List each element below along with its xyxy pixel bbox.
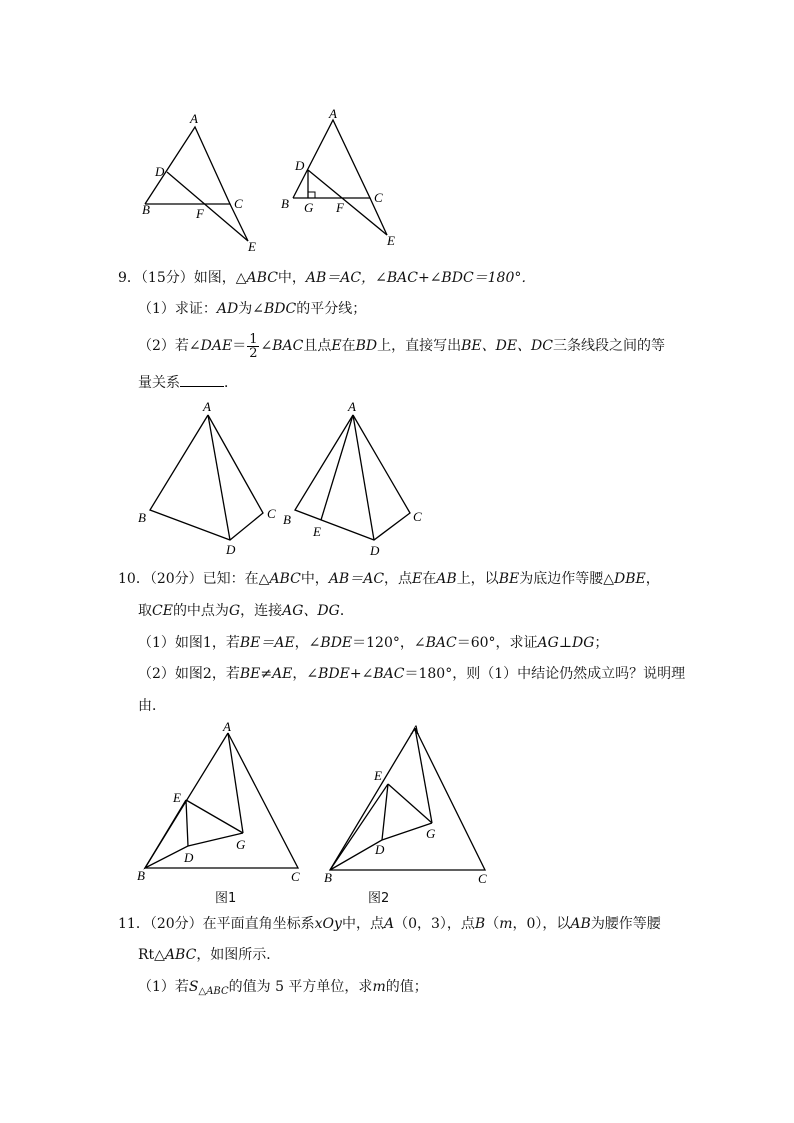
label-a: A: [348, 399, 356, 414]
q10-stem-cont: 取CE的中点为G，连接AG、DG．: [138, 603, 354, 619]
triangle-ebd: [330, 784, 388, 870]
label-d: D: [295, 158, 305, 173]
label-d: D: [184, 850, 194, 865]
q10-part1: （1）如图1，若BE＝AE，∠BDE＝120°，∠BAC＝60°，求证AG⊥DG；: [138, 635, 609, 651]
label-g: G: [304, 200, 314, 215]
label-c: C: [374, 190, 383, 205]
label-c: C: [478, 871, 487, 886]
figure-caption-1: 图1: [215, 891, 237, 906]
label-f: F: [336, 200, 344, 215]
q9-part2: （2）若∠DAE＝ $\frac{1}{2}$ ∠BAC且点E在BD上，直接写出BE、DE、DC三条线段之间的等: [138, 331, 665, 361]
figure-caption-2: 图2: [368, 891, 390, 906]
label-b: B: [142, 202, 150, 217]
fraction-one-half: $\frac{1}{2}$: [249, 331, 258, 361]
label-b: B: [137, 868, 145, 883]
segment-ag: [415, 728, 432, 823]
label-g: G: [236, 837, 246, 852]
label-e: E: [313, 524, 321, 539]
label-d: D: [375, 842, 385, 857]
label-c: C: [291, 869, 300, 884]
triangle-abc: [330, 728, 485, 870]
label-a: A: [411, 722, 419, 737]
q9-part2-cont: 量关系 ．: [138, 372, 238, 393]
figure-q8-left: [130, 105, 270, 255]
label-a: A: [329, 106, 337, 121]
label-g: G: [426, 826, 436, 841]
label-e: E: [248, 239, 256, 254]
q10-stem: 10．（20分）已知：在△ABC中，AB＝AC，点E在AB上，以BE为底边作等腰△DBE，: [118, 571, 660, 587]
segment-dg: [382, 823, 432, 840]
q9-part1: （1）求证：AD为∠BDC的平分线；: [138, 301, 367, 317]
segment-ae: [321, 415, 353, 520]
q11-part1: （1）若$S_{\triangle ABC}$的值为 5 平方单位，求m的值；: [138, 979, 428, 997]
label-b: B: [324, 870, 332, 885]
label-c: C: [413, 509, 422, 524]
label-f: F: [196, 206, 204, 221]
label-e: E: [387, 233, 395, 248]
q10-part2-cont: 由．: [138, 698, 166, 714]
q11-stem: 11．（20分）在平面直角坐标系xOy中，点A（0，3），点B（m，0），以AB为腰作等腰: [118, 916, 661, 932]
segment-eg: [186, 800, 243, 833]
triangle-abc: [145, 733, 298, 868]
figure-q10-right: [315, 718, 495, 886]
triangle-abc-lines: [293, 120, 370, 198]
label-c: C: [267, 506, 276, 521]
segment-dg: [188, 833, 243, 846]
q10-part2: （2）如图2，若BE≠AE，∠BDE+∠BAC＝180°，则（1）中结论仍然成立吗？说明理: [138, 666, 686, 682]
label-e: E: [173, 790, 181, 805]
label-a: A: [190, 111, 198, 126]
answer-blank: [180, 372, 224, 387]
label-b: B: [138, 510, 146, 525]
label-d: D: [155, 164, 165, 179]
q11-stem-cont: Rt△ABC，如图所示．: [138, 947, 281, 963]
q9-stem: 9．（15分）如图，△ABC中，AB＝AC，∠BAC+∠BDC＝180°．: [118, 270, 536, 286]
label-b: B: [283, 512, 291, 527]
segment-eg: [388, 784, 432, 823]
label-a: A: [223, 719, 231, 734]
figure-q9-right: [280, 395, 440, 560]
label-c: C: [234, 196, 243, 211]
label-d: D: [226, 542, 236, 557]
figure-q9-left: [130, 395, 290, 560]
figure-q8-right: [275, 105, 415, 255]
label-d: D: [370, 543, 380, 558]
figure-q10-left: [130, 718, 310, 883]
quadrilateral-abdc: [295, 415, 410, 540]
right-angle-mark: [308, 192, 315, 198]
quadrilateral-abdc: [150, 415, 263, 540]
label-b: B: [281, 196, 289, 211]
label-e: E: [374, 768, 382, 783]
label-a: A: [203, 399, 211, 414]
